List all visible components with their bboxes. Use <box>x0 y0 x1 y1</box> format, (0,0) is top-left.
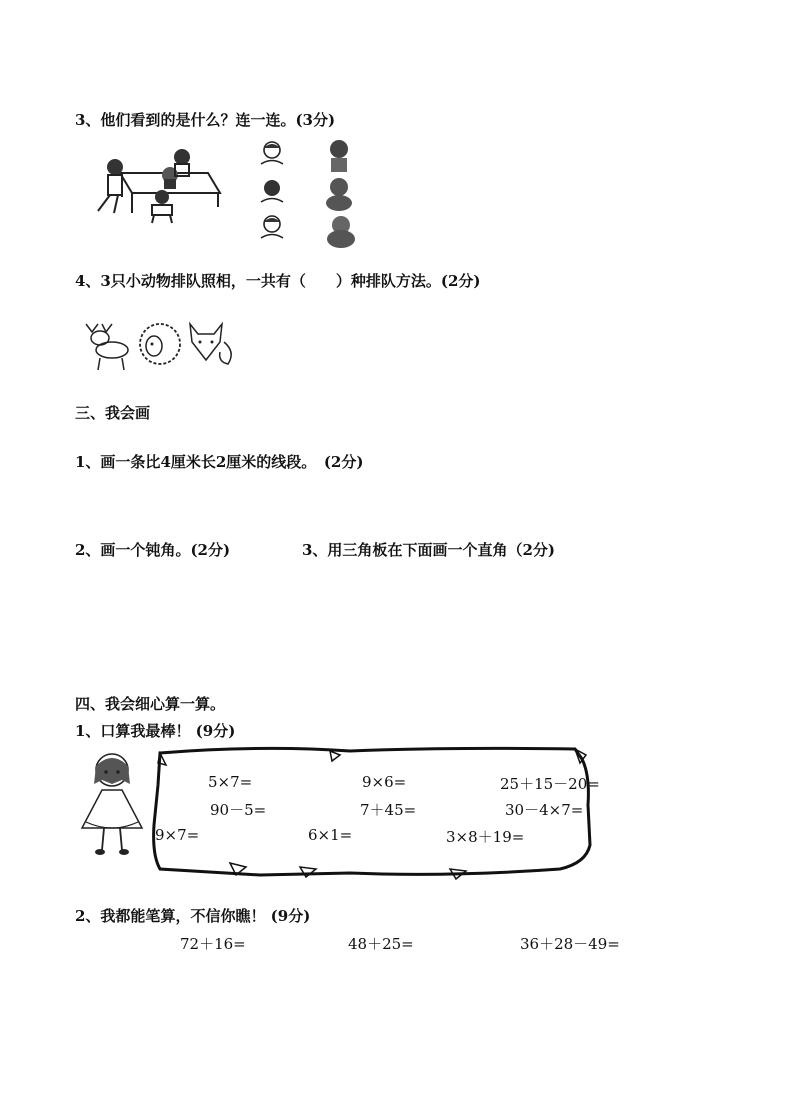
section-3-item-2: 2、画一个钝角。(2分) <box>75 541 231 559</box>
section-3-item-1: 1、画一条比4厘米长2厘米的线段。 (2分) <box>75 453 364 471</box>
question-3-title: 3、他们看到的是什么？连一连。(3分) <box>75 111 336 129</box>
oral-problem: 25＋15－20= <box>500 775 600 793</box>
question-4-title: 4、3只小动物排队照相，一共有（ ）种排队方法。(2分) <box>75 272 481 290</box>
written-problem: 36＋28－49= <box>520 935 620 953</box>
oral-problem: 9×7= <box>155 826 200 844</box>
oral-calculation-title: 1、口算我最棒！ (9分) <box>75 722 236 740</box>
section-3-item-3: 3、用三角板在下面画一个直角（2分) <box>302 541 555 559</box>
written-problem: 48＋25= <box>348 935 414 953</box>
oral-problem: 6×1= <box>308 826 353 844</box>
oral-problem: 30－4×7= <box>505 801 584 819</box>
written-problem: 72＋16= <box>180 935 246 953</box>
oral-problem: 3×8＋19= <box>446 828 525 846</box>
oral-problem: 5×7= <box>208 773 253 791</box>
toy-views-column <box>317 137 362 249</box>
written-calculation-title: 2、我都能笔算，不信你瞧！ (9分) <box>75 907 311 925</box>
oral-problem: 7＋45= <box>360 801 417 819</box>
children-at-table-illustration <box>90 145 225 225</box>
oral-problem: 90－5= <box>210 801 267 819</box>
girl-illustration <box>72 748 152 858</box>
section-4-heading: 四、我会细心算一算。 <box>75 695 226 713</box>
section-3-heading: 三、我会画 <box>75 404 151 422</box>
oral-problem: 9×6= <box>362 773 407 791</box>
children-views-column <box>255 140 295 245</box>
three-animals-illustration <box>78 318 238 373</box>
